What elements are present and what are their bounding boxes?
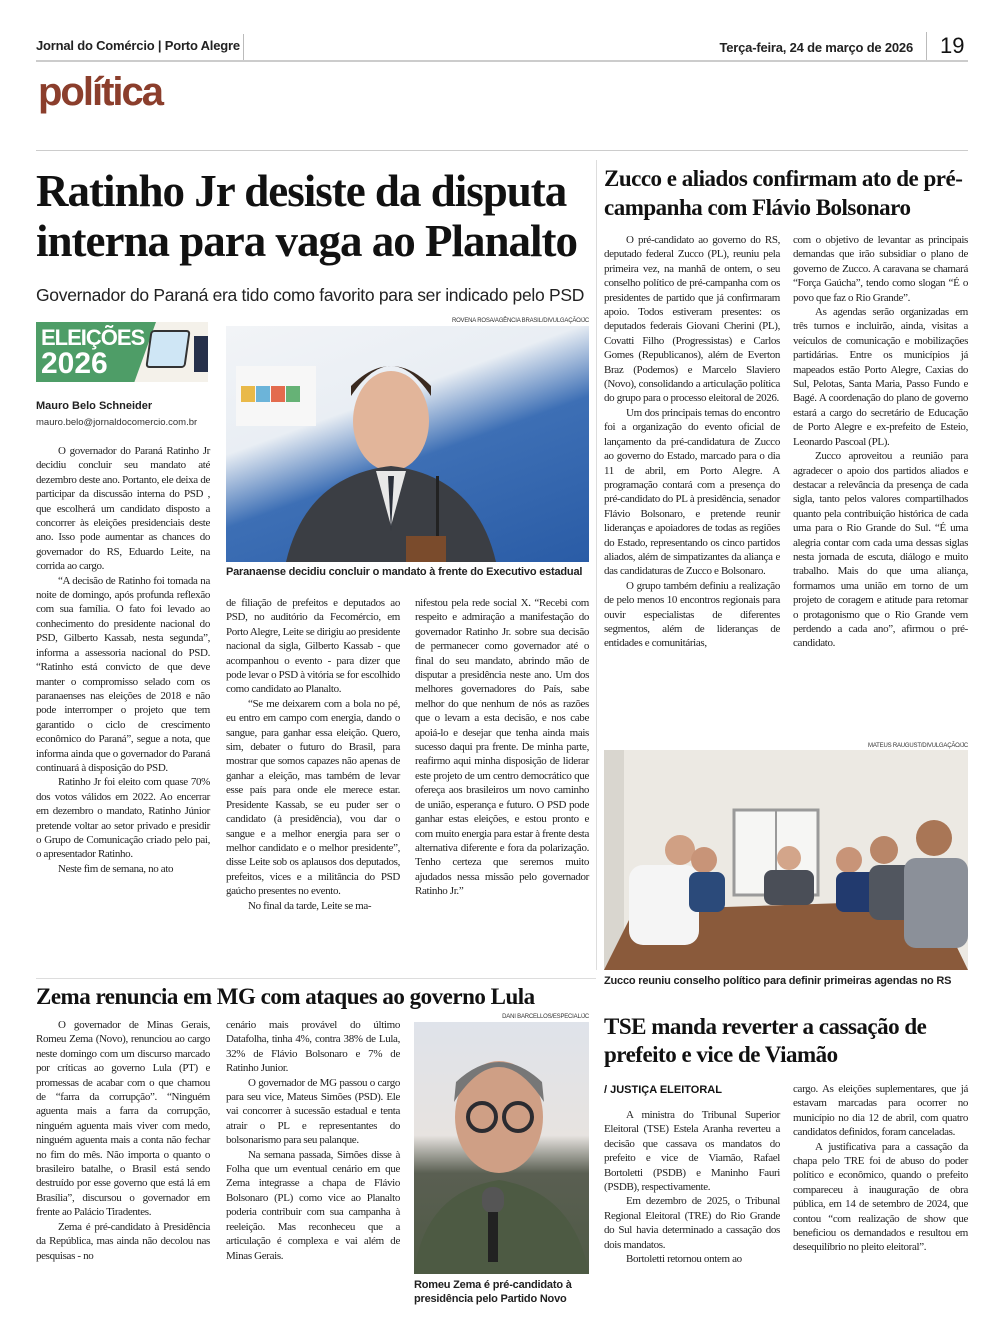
tse-tag: / JUSTIÇA ELEITORAL [604,1084,722,1096]
ratinho-photo-illustration [226,326,589,562]
zema-photo [414,1022,589,1274]
issue-date: Terça-feira, 24 de março de 2026 [719,40,913,55]
paragraph: Zucco aproveitou a reunião para agradecer o apoio dos partidos aliados e destacar a relevância da presença de cada sigla, tanto pelos valores compartilhados quanto pela contribuição histórica de cada uma para o Rio Grande do Sul. “É uma alegria contar com cada uma dessas siglas nesta jornada de escuta, diálogo e muito trabalho. Mais do que uma aliança, formamos uma união em torno de um projeto de coragem e atitude para retomar o protagonismo que o Rio Grande vem perdendo a cada ano”, afirmou o pré-candidato. [793,450,968,650]
paragraph: nifestou pela rede social X. “Recebi com respeito e admiração a manifestação do governador Ratinho Jr. sobre sua decisão de permanecer como governador até o final do seu mandato, abrindo mão de disputar a presidência neste ano. Um dos melhores governadores do País, sabe melhor do que nenhum de nós as razões que o levam a esta decisão, e nos cabe apoiá-lo e desejar que tenha ainda mais sucesso daqui pra frente. De minha parte, reafirmo aqui minha disposição de liderar este projeto de um centro democrático que ofereça aos brasileiros um novo caminho de união, esperança e futuro. O PSD pode ganhar estas eleições, e estou pronto e com muito energia para estar à frente desta alternativa diferente e fora da polarização. Tenho certeza que seremos muito ajudados nessa missão pelo governador Ratinho Jr.” [415,597,589,898]
tse-column-1 [604,1108,780,1266]
zucco-column-2 [793,233,968,651]
paragraph: O governador do Paraná Ratinho Jr decidiu concluir seu mandato até dezembro deste ano. Portanto, ele deixa de participar da discussão interna do PSD , que escolherá um candidato disposto a concorrer às eleições presidenciais deste ano. Isso pode aumentar as chances do governador do RS, Eduardo Leite, na corrida ao cargo. [36,445,210,573]
publication-name: Jornal do Comércio | Porto Alegre [36,38,240,53]
paragraph: “Se me deixarem com a bola no pé, eu entro em campo com energia, dando o sangue, para ganhar essa eleição. Quero, sim, debater o futuro do Brasil, para mostrar que somos capazes não apenas de ganhar a eleição, mas também de levar esse país para onde ele merece estar. Presidente Kassab, se eu puder ser o candidato (à presidência), vou dar o sangue e a melhor energia para ser o melhor candidato e o melhor presidente”, disse Leite sob os aplausos dos deputados, prefeitos, vices e a militância do PSD gaúcho presentes no evento. [226,697,400,898]
main-subheadline: Governador do Paraná era tido como favorito para ser indicado pelo PSD [36,285,585,305]
tse-headline: TSE manda reverter a cassação de prefeito e vice de Viamão [604,1014,927,1067]
badge-line2: 2026 [41,347,108,380]
ratinho-photo [226,326,589,562]
ballot-screen-icon [145,330,190,368]
paragraph: Na semana passada, Simões disse à Folha que um eventual cenário em que Zema integrasse a chapa de Flávio Bolsonaro (PL) como vice ao Planalto poderia contribuir com sua campanha à reeleição. Mas reconheceu que a articulação é complexa e vai além de Minas Gerais. [226,1148,400,1262]
paragraph: Um dos principais temas do encontro foi a organização do evento oficial de lançamento da pré-candidatura de Zucco ao governo do Estado, marcado para o dia 11 de abril, em Porto Alegre. A programação contará com a presença do pré-candidato do PL à presidência, senador Flávio Bolsonaro, e pretende reunir lideranças e apoiadores de todas as regiões do Estado, representando os cinco partidos aliados, além de simpatizantes da aliança e das candidaturas de Zucco e Bolsonaro. [604,406,780,578]
paragraph: No final da tarde, Leite se ma- [248,899,372,912]
meeting-illustration [604,750,968,970]
main-story-column-3 [415,596,589,899]
main-story-column-1 [36,444,210,876]
ballot-keypad-icon [194,336,208,372]
zema-column-2 [226,1018,400,1263]
paragraph: Ratinho Jr foi eleito com quase 70% dos votos válidos em 2022. Ao encerrar em dezembro o mandato, Ratinho Júnior pretende voltar ao setor privado e presidir o Grupo de Comunicação criado pelo pai, o apresentador Ratinho. [36,776,210,861]
photo-credit: MATEUS RAUGUST/DIVULGAÇÃO/JC [868,743,968,749]
section-title: política [38,70,163,114]
zucco-column-1 [604,233,780,651]
zucco-meeting-photo [604,750,968,970]
paragraph: cenário mais provável do último Datafolha, tinha 4%, contra 38% de Lula, 32% de Flávio Bolsonaro e 7% de Ratinho Junior. [226,1019,400,1075]
zema-photo-caption: Romeu Zema é pré-candidato à presidência pelo Partido Novo [414,1279,572,1305]
paragraph: Em dezembro de 2025, o Tribunal Regional Eleitoral (TRE) do Rio Grande do Sul havia determinado a cassação dos dois mandatos. [604,1195,780,1251]
header-divider [243,34,244,60]
paragraph: de filiação de prefeitos e deputados ao PSD, no auditório da Fecomércio, em Porto Alegre, Leite se dirigiu ao presidente nacional da sigla, Gilberto Kassab - que acompanhou o evento - para dizer que pode levar o PSD à vitória se for escolhido como candidato ao Planalto. [226,597,400,696]
paragraph: O grupo também definiu a realização de pelo menos 10 encontros regionais para ouvir especialistas de diferentes segmentos, além de lideranças de entidades e comunitárias, [604,579,780,650]
paragraph: A justificativa para a cassação da chapa pelo TRE foi de abuso do poder político e econômico, quando o prefeito compareceu à inauguração de obra pública, em 14 de setembro de 2024, que contou “com realização de show que beneficiou os demandados e resultou em desequilíbrio no pleito eleitoral”. [793,1140,968,1254]
elections-2026-badge [36,322,208,382]
author-email[interactable]: mauro.belo@jornaldocomercio.com.br [36,417,198,428]
paragraph: cargo. As eleições suplementares, que já estavam marcadas para ocorrer no município no dia 12 de abril, com quatro candidatos definidos, foram canceladas. [793,1083,968,1139]
paragraph: A ministra do Tribunal Superior Eleitoral (TSE) Estela Aranha reverteu a decisão que cassava os mandatos do prefeito e vice de Viamão, Rafael Bortoletti (PSDB) e Maninho Fauri (PSDB), respectivamente. [604,1109,780,1194]
page-number: 19 [940,33,965,58]
main-story-column-2 [226,596,400,913]
header-rule [36,60,968,62]
paragraph: Zema é pré-candidato à Presidência da República, mas ainda não decolou nas pesquisas - no [36,1220,210,1262]
section-rule [36,150,968,151]
zema-headline: Zema renuncia em MG com ataques ao governo Lula [36,984,535,1009]
paragraph: Bortoletti retornou ontem ao [626,1253,742,1266]
paragraph: O governador de Minas Gerais, Romeu Zema (Novo), renunciou ao cargo neste domingo com um discurso marcado por críticas ao governo Lula (PT) e promessas de acabar com o que chamou de “farra da corrupção”. “Ninguém aguenta mais a farra da corrupção, ninguém aguenta mais viver com medo, ninguém aguenta mais a conta não fechar no fim do mês. Não importa o quanto o brasileiro batalhe, o Brasil está sendo destruído por esse governo que está lá em Brasília”, discursou o governador em frente ao Palácio Tiradentes. [36,1019,210,1219]
author-name: Mauro Belo Schneider [36,400,153,412]
paragraph: “A decisão de Ratinho foi tomada na noite de domingo, após profunda reflexão com sua família. O fato foi levado ao conhecimento do presidente nacional do PSD, Gilberto Kassab, nesta segunda”, informa a assessoria nacional do PSD. “Ratinho está convicto de que deve manter o compromisso selado com os paranaenses nas eleições de 2018 e não pode interromper o projeto que tem garantido o ciclo de crescimento econômico do Paraná”, segue a nota, que informa ainda que o governador do Paraná continuará à disposição do PSD. [36,574,210,774]
photo-credit: DANI BARCELLOS/ESPECIAL/JC [502,1014,589,1020]
paragraph: O governador de MG passou o cargo para seu vice, Mateus Simões (PSD). Ele vai concorrer à sucessão estadual e tenta atrair o PL e representantes do bolsonarismo para seu palanque. [226,1076,400,1147]
header-divider [926,32,927,62]
paragraph: O pré-candidato ao governo do RS, deputado federal Zucco (PL), reuniu pela primeira vez, na manhã de ontem, o seu conselho político de pré-campanha com os presidentes de partido que já confirmaram apoio. Todos estiveram presentes: os deputados federais Giovani Cherini (PL), Covatti Filho (Progressistas) e Carlos Gomes (Republicanos), além de Everton Braz (Podemos) e Marcelo Slaviero (Novo), consolidando a articulação política do grupo para o processo eleitoral de 2026. [604,234,780,405]
photo-credit: ROVENA ROSA/AGÊNCIA BRASIL/DIVULGAÇÃO/JC [451,318,589,324]
ratinho-photo-caption: Paranaense decidiu concluir o mandato à frente do Executivo estadual [226,566,583,578]
zucco-photo-caption: Zucco reuniu conselho político para definir primeiras agendas no RS [604,975,952,987]
zucco-headline: Zucco e aliados confirmam ato de pré-campanha com Flávio Bolsonaro [604,166,963,220]
tse-column-2 [793,1082,968,1255]
story-divider [36,978,596,979]
zema-illustration [414,1022,589,1274]
main-headline: Ratinho Jr desiste da disputa interna para vaga ao Planalto [36,166,577,266]
paragraph: com o objetivo de levantar as principais demandas que irão subsidiar o plano de governo de Zucco. A caravana se chamará “Força Gaúcha”, tendo como slogan “É o povo que faz o Rio Grande”. [793,234,968,304]
column-divider [596,160,597,970]
badge-line1: ELEIÇÕES [41,325,145,350]
zema-column-1 [36,1018,210,1263]
paragraph: As agendas serão organizadas em três turnos e incluirão, ainda, visitas a veículos de comunicação e mobilizações partidárias. Entre os municípios já mapeados estão Porto Alegre, Caxias do Sul, Pelotas, Santa Maria, Passo Fundo e Bagé. A coordenação do plano de governo estará a cargo do secretário de Educação de Porto Alegre e ex-prefeito de Esteio, Leonardo Pascoal (PL). [793,306,968,448]
paragraph: Neste fim de semana, no ato [58,862,174,875]
